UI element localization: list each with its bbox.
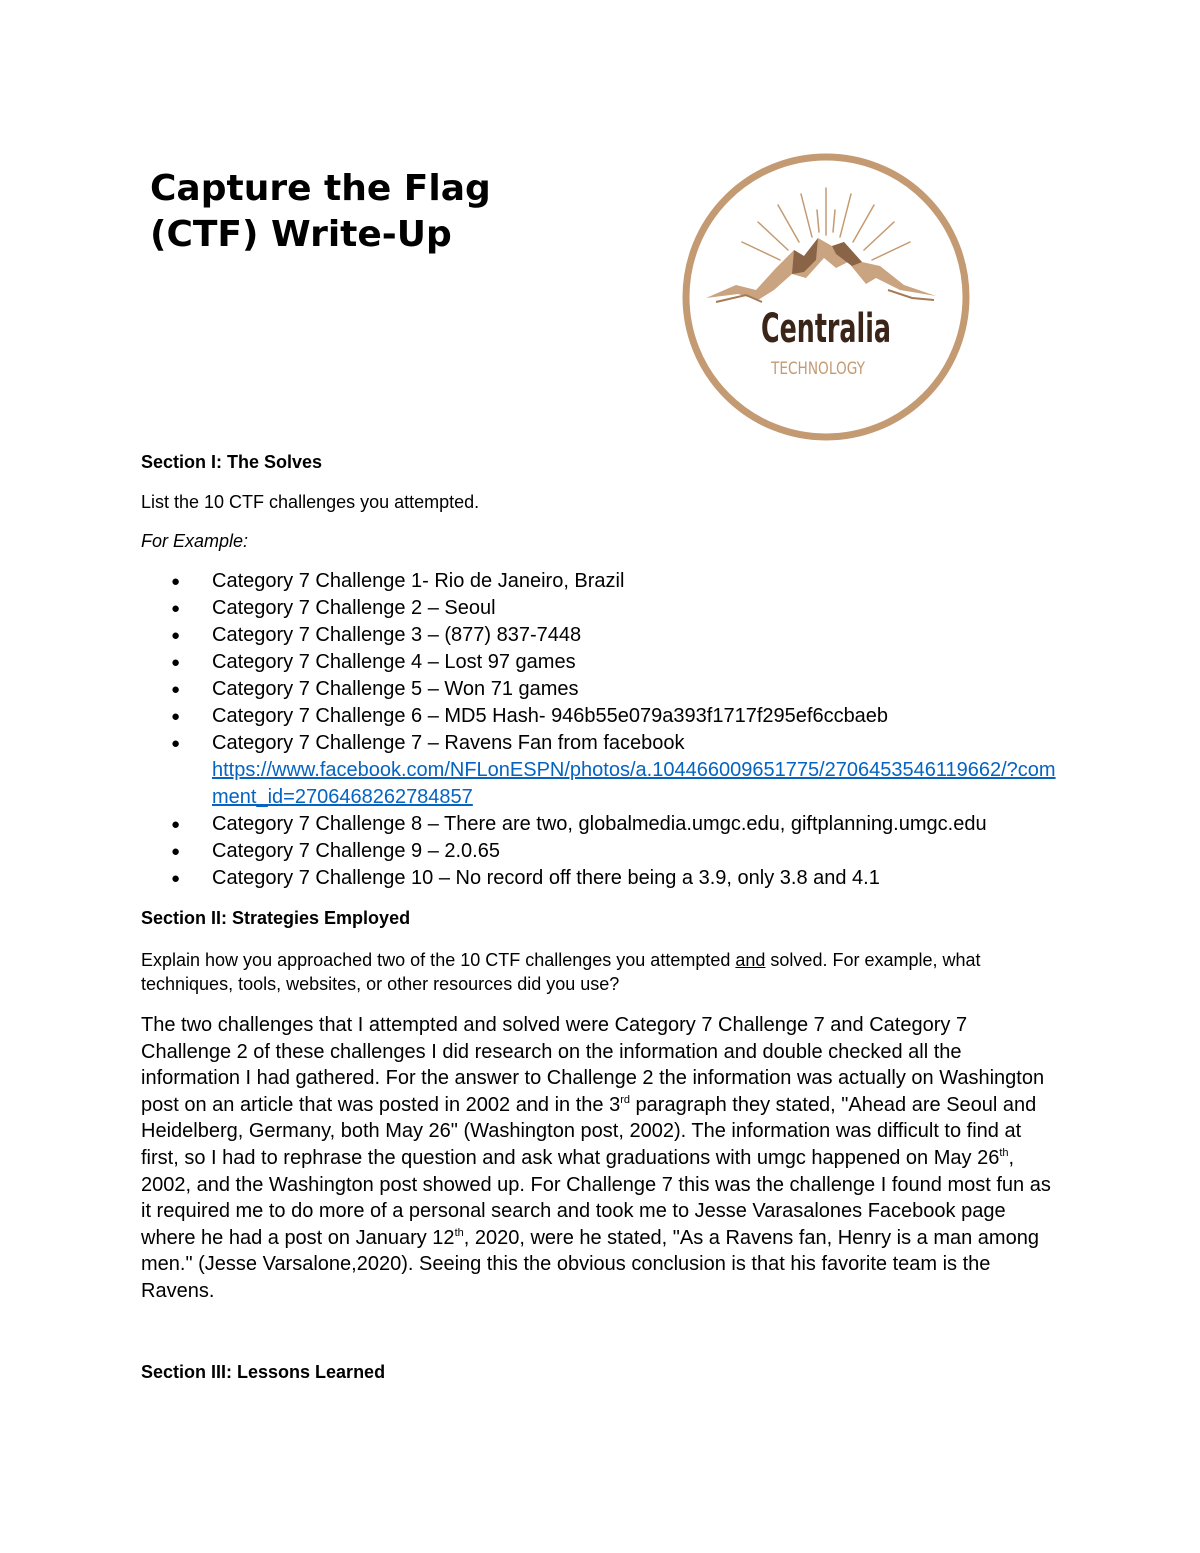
section-3-heading: Section III: Lessons Learned (141, 1362, 386, 1382)
list-item: ● Category 7 Challenge 9 – 2.0.65 (171, 838, 1071, 865)
section-1-heading: Section I: The Solves (141, 452, 323, 472)
bullet-icon: ● (171, 735, 181, 752)
section-2-prompt: Explain how you approached two of the 10 CTF challenges you attempted and solved. For example, what techniques, tools, websites, or other resources did you use? (141, 950, 981, 994)
list-item: ● Category 7 Challenge 7 – Ravens Fan from facebook https://www.facebook.com/NFLonESPN/photos/a.104466009651775/2706453546119662/?comment_id=2706468262784857 (171, 730, 1071, 811)
underlined-and: and (735, 950, 766, 970)
section-2-heading: Section II: Strategies Employed (141, 908, 411, 928)
bullet-icon: ● (171, 816, 181, 833)
bullet-icon: ● (171, 627, 181, 644)
bullet-icon: ● (171, 708, 181, 725)
list-item: ● Category 7 Challenge 6 – MD5 Hash- 946b55e079a393f1717f295ef6ccbaeb (171, 703, 1071, 730)
mountain-icon (706, 238, 936, 302)
bullet-icon: ● (171, 573, 181, 590)
list-item: ● Category 7 Challenge 10 – No record off there being a 3.9, only 3.8 and 4.1 (171, 865, 1071, 892)
list-item: ● Category 7 Challenge 4 – Lost 97 games (171, 649, 1071, 676)
facebook-post-link[interactable]: https://www.facebook.com/NFLonESPN/photos/a.104466009651775/2706453546119662/?comment_id=2706468262784857 (212, 759, 1056, 808)
list-item: ● Category 7 Challenge 8 – There are two, globalmedia.umgc.edu, giftplanning.umgc.edu (171, 811, 1071, 838)
logo-subtitle: TECHNOLOGY (770, 359, 866, 379)
challenge-list (171, 568, 1071, 892)
centralia-logo-graphic (676, 150, 976, 445)
list-item: ● Category 7 Challenge 2 – Seoul (171, 595, 1071, 622)
title-line-1: Capture the Flag (150, 168, 491, 209)
logo-name: Centralia (761, 306, 891, 352)
bullet-icon: ● (171, 681, 181, 698)
bullet-icon: ● (171, 843, 181, 860)
list-item: ● Category 7 Challenge 5 – Won 71 games (171, 676, 1071, 703)
centralia-logo (676, 150, 976, 445)
document-title (150, 166, 491, 258)
list-item: ● Category 7 Challenge 1- Rio de Janeiro, Brazil (171, 568, 1071, 595)
bullet-icon: ● (171, 600, 181, 617)
section-1-instruction: List the 10 CTF challenges you attempted. (141, 492, 480, 512)
bullet-icon: ● (171, 870, 181, 887)
strategies-body: The two challenges that I attempted and solved were Category 7 Challenge 7 and Category 7 Challenge 2 of these challenges I did research on the information and double checked all the information I had gathered. For the answer to Challenge 2 the information was actually on Washington post on an article that was posted in 2002 and in the 3rd paragraph they stated, "Ahead are Seoul and Heidelberg, Germany, both May 26" (Washington post, 2002). The information was difficult to find at first, so I had to rephrase the question and ask what graduations with umgc happened on May 26th, 2002, and the Washington post showed up. For Challenge 7 this was the challenge I found most fun as it required me to do more of a personal search and took me to Jesse Varasalones Facebook page where he had a post on January 12th, 2020, were he stated, "As a Ravens fan, Henry is a man among men." (Jesse Varsalone,2020). Seeing this the obvious conclusion is that his favorite team is the Ravens. (141, 1014, 1051, 1302)
list-item: ● Category 7 Challenge 3 – (877) 837-7448 (171, 622, 1071, 649)
bullet-icon: ● (171, 654, 181, 671)
title-line-2: (CTF) Write-Up (150, 214, 452, 255)
example-label: For Example: (141, 531, 249, 551)
